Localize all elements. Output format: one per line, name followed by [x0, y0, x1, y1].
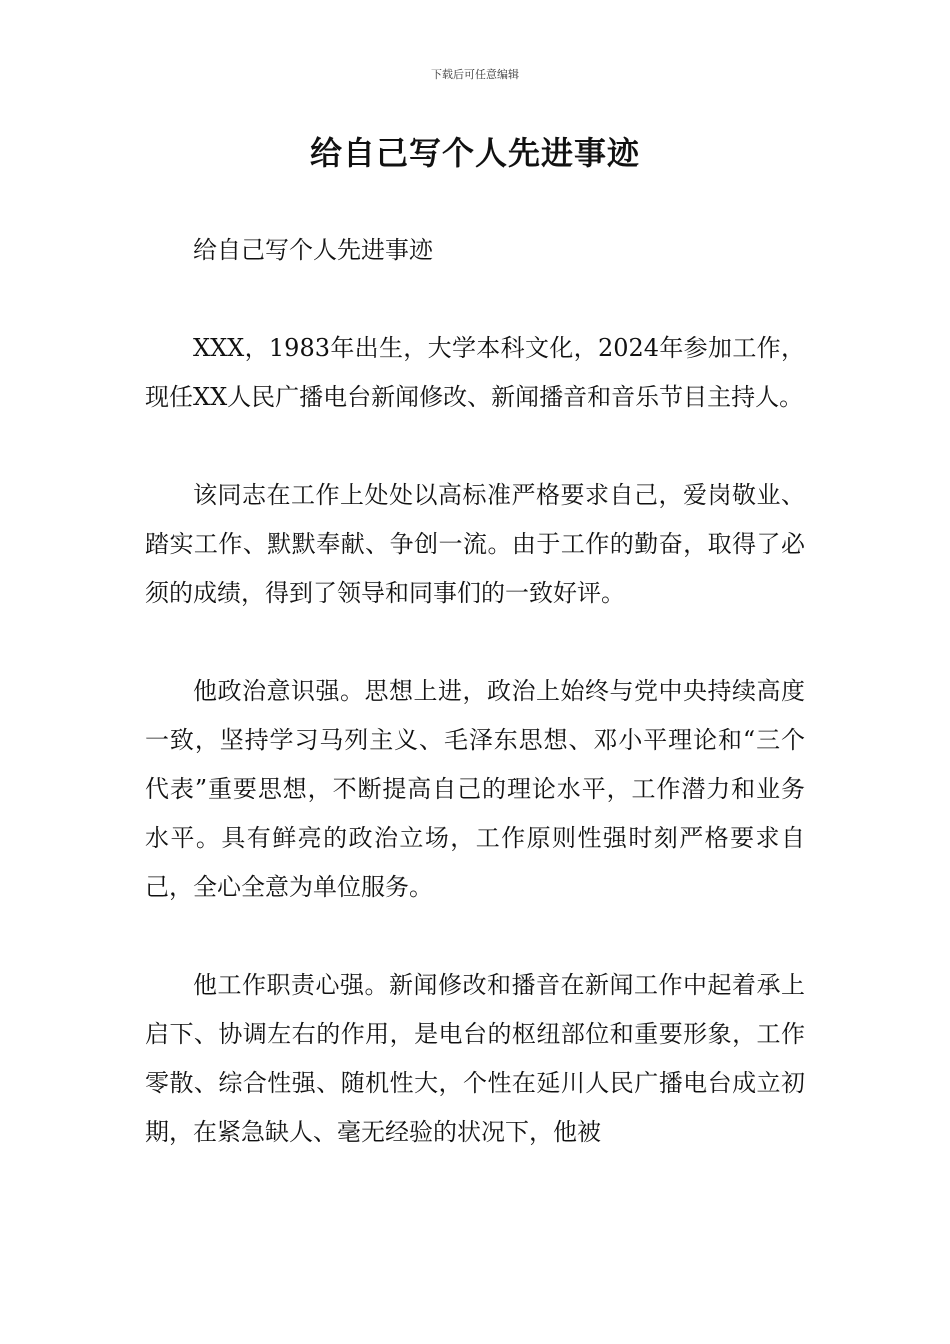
document-title: 给自己写个人先进事迹 — [309, 134, 640, 172]
paragraph-responsibility: 他工作职责心强。新闻修改和播音在新闻工作中起着承上启下、协调左右的作用，是电台的枢纽部位和重要形象，工作零散、综合性强、随机性大，个性在延川人民广播电台成立初期，在紧急缺人、毫无经验的状况下，他被 — [145, 971, 805, 1146]
header-note: 下载后可任意编辑 — [431, 68, 519, 81]
paragraph-work-attitude: 该同志在工作上处处以高标准严格要求自己，爱岗敬业、踏实工作、默默奉献、争创一流。由于工作的勤奋，取得了必须的成绩，得到了领导和同事们的一致好评。 — [145, 481, 805, 607]
document-body — [145, 226, 805, 1157]
paragraph-political-awareness: 他政治意识强。思想上进，政治上始终与党中央持续高度一致，坚持学习马列主义、毛泽东思想、邓小平理论和“三个代表”重要思想，不断提高自己的理论水平，工作潜力和业务水平。具有鲜亮的政治立场，工作原则性强时刻严格要求自己，全心全意为单位服务。 — [145, 677, 805, 901]
paragraph-subtitle: 给自己写个人先进事迹 — [193, 236, 433, 264]
paragraph-intro: XXX，1983年出生，大学本科文化，2024年参加工作，现任XX人民广播电台新闻修改、新闻播音和音乐节目主持人。 — [145, 334, 805, 411]
